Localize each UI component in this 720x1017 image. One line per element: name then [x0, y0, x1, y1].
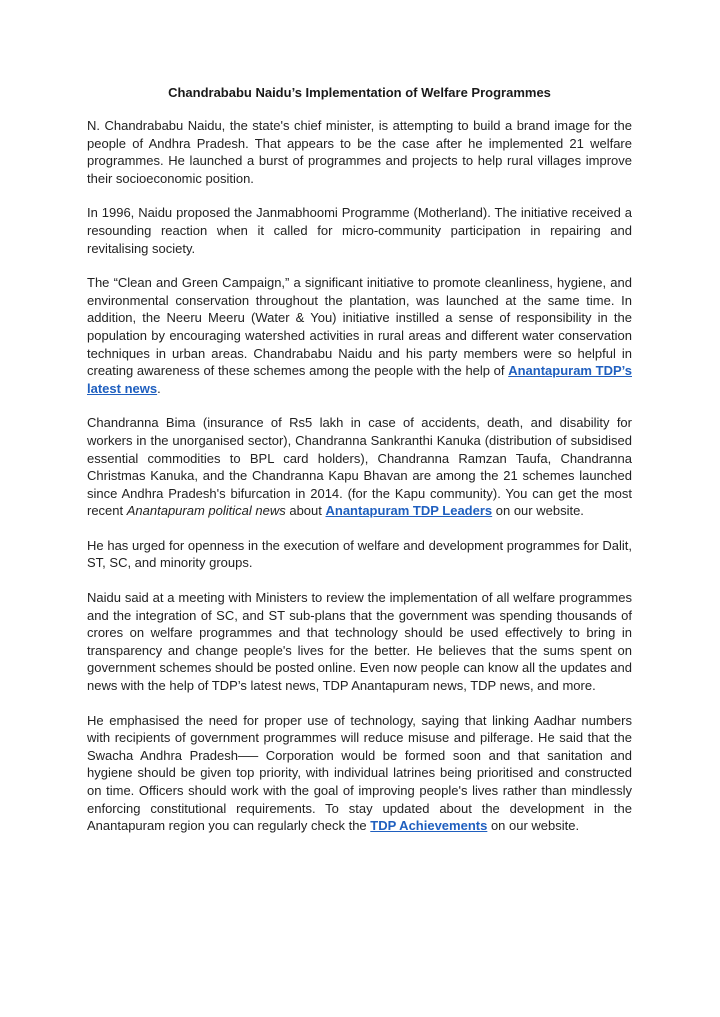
paragraph-5: He has urged for openness in the execution of welfare and development programmes for Dalit, ST, SC, and minority groups.	[87, 537, 632, 571]
document-page	[87, 82, 632, 852]
paragraph-4-text: Chandranna Bima (insurance of Rs5 lakh in case of accidents, death, and disability for workers in the unorganised sector), Chandranna Sankranthi Kanuka (distribution of subsidised essential commodities to BPL card holders), Chandranna Ramzan Taufa, Chandranna Christmas Kanuka, and the Chandranna Kapu Bhavan are among the 21 schemes launched since Andhra Pradesh's bifurcation in 2014. (for the Kapu community). You can get the most recent	[87, 415, 632, 519]
paragraph-3-end: .	[157, 380, 161, 396]
paragraph-3	[87, 274, 632, 397]
paragraph-4-mid: about	[285, 503, 326, 519]
paragraph-4-end: on our website.	[492, 503, 584, 519]
anantapuram-political-news-italic: Anantapuram political news	[126, 503, 286, 519]
paragraph-7	[87, 712, 632, 835]
paragraph-1: N. Chandrababu Naidu, the state's chief minister, is attempting to build a brand image for the people of Andhra Pradesh. That appears to be the case after he implemented 21 welfare programmes. He launched a burst of programmes and projects to help rural villages improve their socioeconomic position.	[87, 118, 632, 186]
anantapuram-tdp-leaders-link[interactable]: Anantapuram TDP Leaders	[325, 503, 493, 519]
paragraph-3-text: The “Clean and Green Campaign,” a significant initiative to promote cleanliness, hygiene, and environmental conservation throughout the plantation, was launched at the same time. In addition, the Neeru Meeru (Water & You) initiative instilled a sense of responsibility in the population by encouraging watershed activities in rural areas and different water conservation techniques in urban areas. Chandrababu Naidu and his party members were so helpful in creating awareness of these schemes among the people with the help of	[87, 275, 632, 379]
anantapuram-tdp-latest-news-link[interactable]: Anantapuram TDP’s latest news	[87, 363, 632, 396]
paragraph-2: In 1996, Naidu proposed the Janmabhoomi Programme (Motherland). The initiative received a resounding reaction when it called for micro-community participation in repairing and revitalising society.	[87, 205, 632, 256]
paragraph-7-text: He emphasised the need for proper use of technology, saying that linking Aadhar numbers with recipients of government programmes will reduce misuse and pilferage. He said that the Swacha Andhra Pradesh—– Corporation would be formed soon and that sanitation and hygiene should be given top priority, with individual latrines being prioritised and constructed on time. Officers should work with the goal of improving people's lives rather than mindlessly enforcing constitutional requirements. To stay updated about the development in the Anantapuram region you can regularly check the	[87, 712, 632, 834]
document-title: Chandrababu Naidu’s Implementation of Welfare Programmes	[168, 85, 551, 100]
paragraph-7-end: on our website.	[487, 818, 580, 834]
tdp-achievements-link[interactable]: TDP Achievements	[370, 818, 488, 834]
paragraph-6: Naidu said at a meeting with Ministers to review the implementation of all welfare programmes and the integration of SC, and ST sub-plans that the government was spending thousands of crores on welfare programmes and that technology should be used effectively to bring in transparency and change people's lives for the better. He believes that the sums spent on government schemes should be posted online. Even now people can know all the updates and news with the help of TDP’s latest news, TDP Anantapuram news, TDP news, and more.	[87, 590, 632, 694]
paragraph-4	[87, 414, 632, 520]
